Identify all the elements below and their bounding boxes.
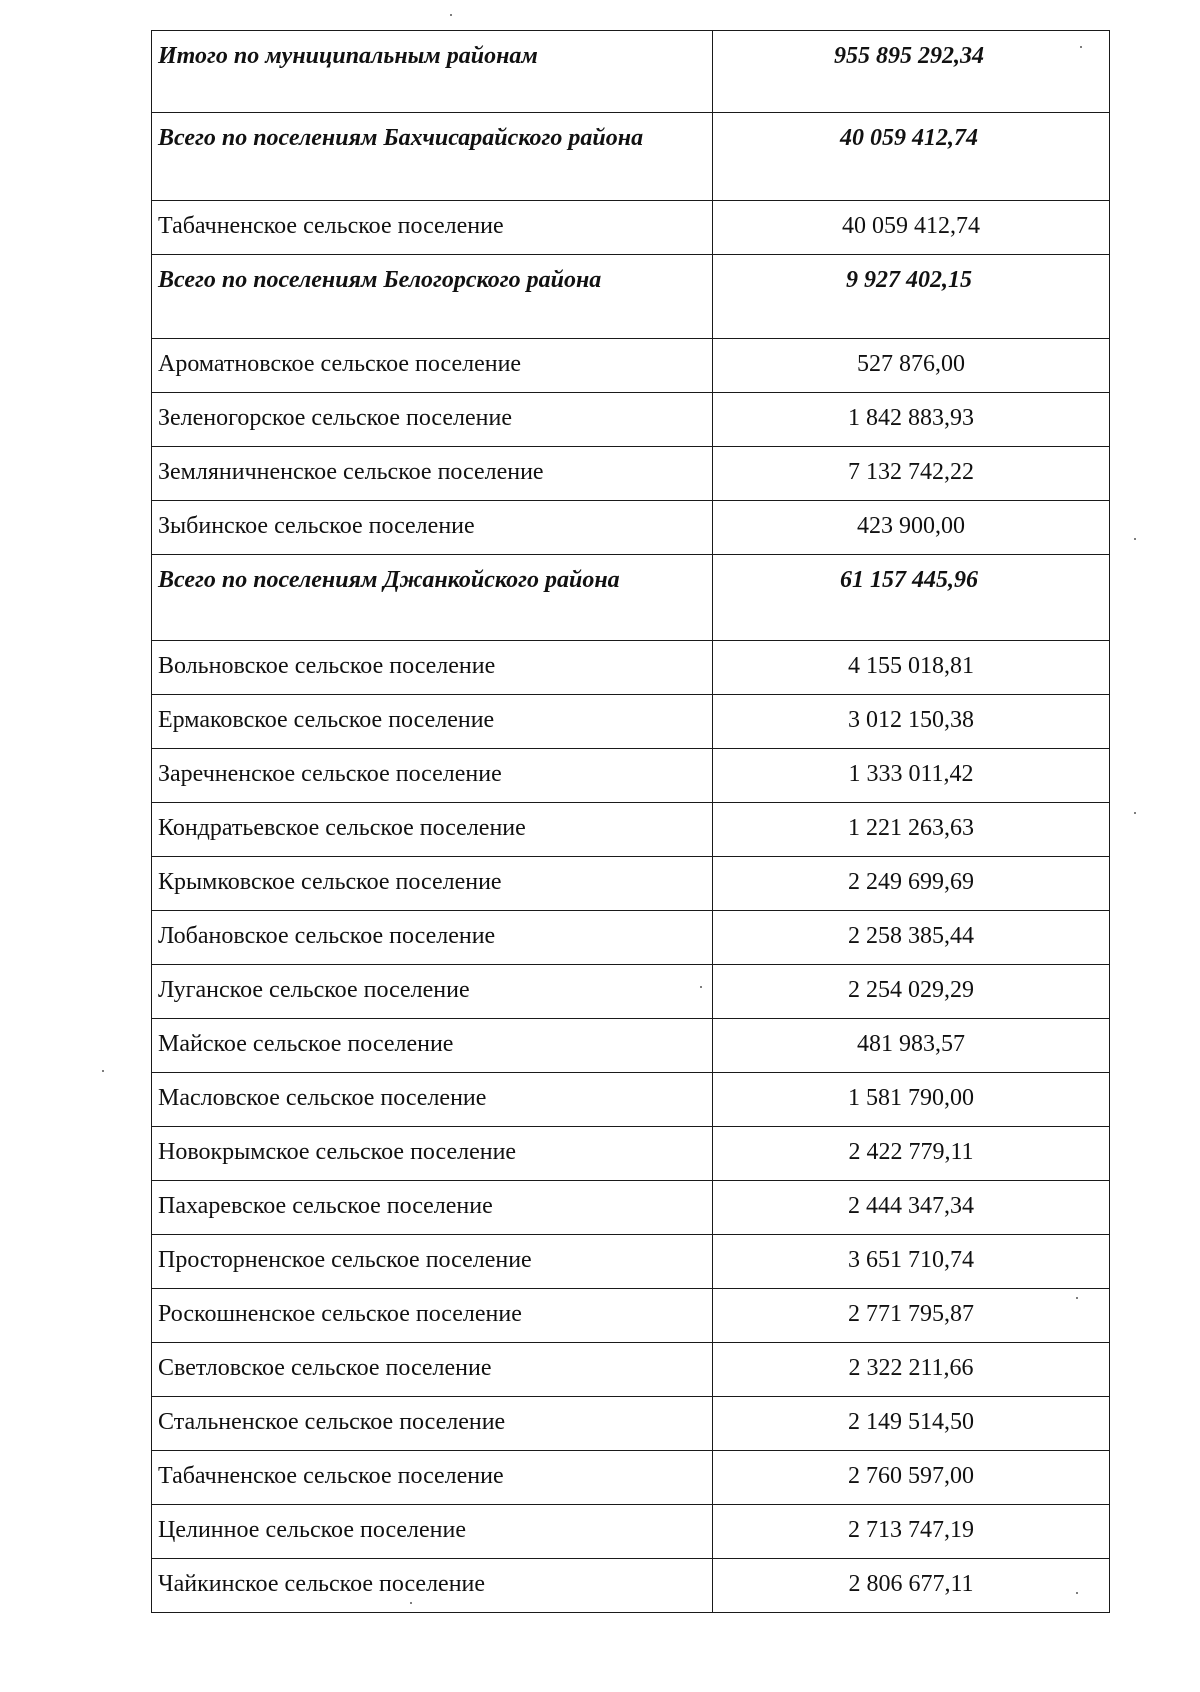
table-row xyxy=(152,749,1110,803)
row-name: Зеленогорское сельское поселение xyxy=(152,393,713,447)
scan-speck xyxy=(1080,46,1082,48)
row-name: Всего по поселениям Белогорского района xyxy=(152,255,713,339)
row-amount: 2 422 779,11 xyxy=(713,1127,1110,1181)
table-row xyxy=(152,1505,1110,1559)
row-amount: 1 842 883,93 xyxy=(713,393,1110,447)
table-row xyxy=(152,1073,1110,1127)
row-name: Чайкинское сельское поселение xyxy=(152,1559,713,1613)
scan-speck xyxy=(410,1602,412,1604)
row-name: Крымковское сельское поселение xyxy=(152,857,713,911)
row-amount: 40 059 412,74 xyxy=(713,201,1110,255)
table-row xyxy=(152,393,1110,447)
scan-speck xyxy=(102,1070,104,1072)
row-amount: 1 333 011,42 xyxy=(713,749,1110,803)
row-amount: 3 012 150,38 xyxy=(713,695,1110,749)
row-name: Заречненское сельское поселение xyxy=(152,749,713,803)
table-row xyxy=(152,1019,1110,1073)
row-amount: 2 258 385,44 xyxy=(713,911,1110,965)
district-subtotal-row xyxy=(152,113,1110,201)
scan-speck xyxy=(1134,812,1136,814)
table-row xyxy=(152,965,1110,1019)
row-name: Всего по поселениям Джанкойского района xyxy=(152,555,713,641)
row-name: Светловское сельское поселение xyxy=(152,1343,713,1397)
row-amount: 2 149 514,50 xyxy=(713,1397,1110,1451)
table-row xyxy=(152,1235,1110,1289)
budget-allocation-table xyxy=(151,30,1110,1613)
table-row xyxy=(152,641,1110,695)
row-name: Земляничненское сельское поселение xyxy=(152,447,713,501)
row-amount: 9 927 402,15 xyxy=(713,255,1110,339)
row-name: Ермаковское сельское поселение xyxy=(152,695,713,749)
row-amount: 2 322 211,66 xyxy=(713,1343,1110,1397)
row-amount: 2 771 795,87 xyxy=(713,1289,1110,1343)
row-name: Итого по муниципальным районам xyxy=(152,31,713,113)
table-row xyxy=(152,803,1110,857)
row-amount: 1 581 790,00 xyxy=(713,1073,1110,1127)
row-name: Майское сельское поселение xyxy=(152,1019,713,1073)
row-amount: 481 983,57 xyxy=(713,1019,1110,1073)
row-amount: 7 132 742,22 xyxy=(713,447,1110,501)
table-row xyxy=(152,339,1110,393)
municipal-districts-total-row xyxy=(152,31,1110,113)
table-row xyxy=(152,1343,1110,1397)
row-name: Кондратьевское сельское поселение xyxy=(152,803,713,857)
row-name: Лобановское сельское поселение xyxy=(152,911,713,965)
row-name: Масловское сельское поселение xyxy=(152,1073,713,1127)
row-amount: 955 895 292,34 xyxy=(713,31,1110,113)
table-row xyxy=(152,501,1110,555)
row-amount: 2 713 747,19 xyxy=(713,1505,1110,1559)
row-name: Луганское сельское поселение xyxy=(152,965,713,1019)
row-name: Зыбинское сельское поселение xyxy=(152,501,713,555)
table-row xyxy=(152,1181,1110,1235)
table-row xyxy=(152,201,1110,255)
row-amount: 3 651 710,74 xyxy=(713,1235,1110,1289)
table-row xyxy=(152,911,1110,965)
row-name: Новокрымское сельское поселение xyxy=(152,1127,713,1181)
table-row xyxy=(152,1559,1110,1613)
scan-speck xyxy=(450,14,452,16)
table-row xyxy=(152,1127,1110,1181)
table-row xyxy=(152,447,1110,501)
table-row xyxy=(152,857,1110,911)
row-amount: 1 221 263,63 xyxy=(713,803,1110,857)
row-amount: 2 760 597,00 xyxy=(713,1451,1110,1505)
row-name: Роскошненское сельское поселение xyxy=(152,1289,713,1343)
scan-speck xyxy=(700,986,702,988)
table-row xyxy=(152,1451,1110,1505)
row-amount: 61 157 445,96 xyxy=(713,555,1110,641)
row-name: Просторненское сельское поселение xyxy=(152,1235,713,1289)
table-row xyxy=(152,1289,1110,1343)
row-amount: 2 806 677,11 xyxy=(713,1559,1110,1613)
district-subtotal-row xyxy=(152,555,1110,641)
scan-speck xyxy=(1134,538,1136,540)
row-name: Табачненское сельское поселение xyxy=(152,1451,713,1505)
row-amount: 423 900,00 xyxy=(713,501,1110,555)
table-body xyxy=(152,31,1110,1613)
table-row xyxy=(152,1397,1110,1451)
row-name: Пахаревское сельское поселение xyxy=(152,1181,713,1235)
row-name: Вольновское сельское поселение xyxy=(152,641,713,695)
scan-speck xyxy=(1076,1592,1078,1594)
row-amount: 4 155 018,81 xyxy=(713,641,1110,695)
row-amount: 527 876,00 xyxy=(713,339,1110,393)
scan-speck xyxy=(1076,1297,1078,1299)
row-name: Всего по поселениям Бахчисарайского района xyxy=(152,113,713,201)
row-name: Стальненское сельское поселение xyxy=(152,1397,713,1451)
row-amount: 40 059 412,74 xyxy=(713,113,1110,201)
row-name: Табачненское сельское поселение xyxy=(152,201,713,255)
row-amount: 2 249 699,69 xyxy=(713,857,1110,911)
district-subtotal-row xyxy=(152,255,1110,339)
row-amount: 2 444 347,34 xyxy=(713,1181,1110,1235)
table-row xyxy=(152,695,1110,749)
row-name: Ароматновское сельское поселение xyxy=(152,339,713,393)
row-amount: 2 254 029,29 xyxy=(713,965,1110,1019)
row-name: Целинное сельское поселение xyxy=(152,1505,713,1559)
